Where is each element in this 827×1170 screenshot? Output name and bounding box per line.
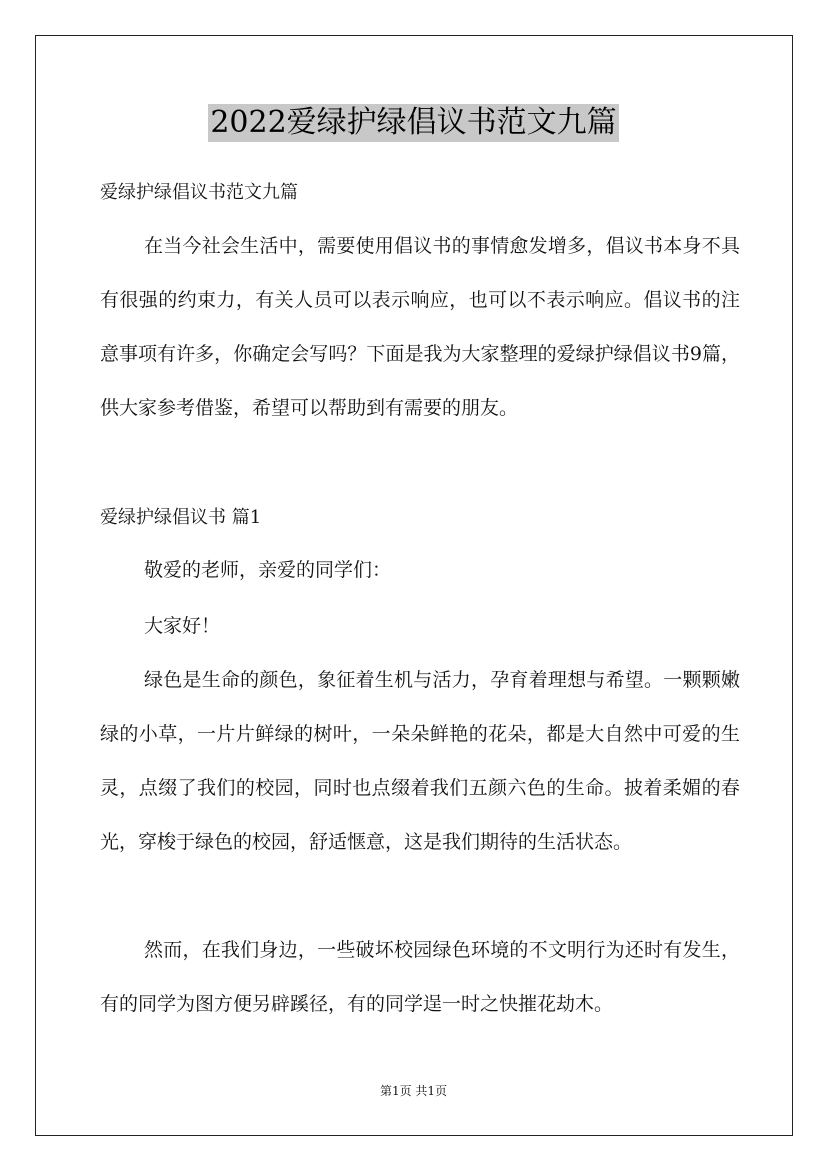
document-subtitle: 爱绿护绿倡议书范文九篇 [100, 182, 298, 203]
intro-paragraph: 在当今社会生活中，需要使用倡议书的事情愈发增多，倡议书本身不具有很强的约束力，有关人员可以表示响应，也可以不表示响应。倡议书的注意事项有许多，你确定会写吗？下面是我为大家整理的爱绿护绿倡议书9篇，供大家参考借鉴，希望可以帮助到有需要的朋友。 [100, 235, 740, 419]
body-paragraph-2: 然而，在我们身边，一些破坏校园绿色环境的不文明行为还时有发生，有的同学为图方便另辟蹊径，有的同学逞一时之快摧花劫木。 [100, 939, 740, 1015]
greeting: 大家好！ [144, 615, 221, 637]
document-title: 2022爱绿护绿倡议书范文九篇 [210, 105, 617, 140]
body-paragraph-1: 绿色是生命的颜色，象征着生机与活力，孕育着理想与希望。一颗颗嫩绿的小草，一片片鲜绿的树叶，一朵朵鲜艳的花朵，都是大自然中可爱的生灵，点缀了我们的校园，同时也点缀着我们五颜六色的生命。披着柔媚的春光，穿梭于绿色的校园，舒适惬意，这是我们期待的生活状态。 [100, 669, 740, 853]
salutation: 敬爱的老师，亲爱的同学们： [144, 559, 392, 581]
page-footer: 第1页 共1页 [379, 1084, 448, 1098]
title-wrap [0, 104, 827, 142]
section-heading: 爱绿护绿倡议书 篇1 [100, 507, 262, 528]
